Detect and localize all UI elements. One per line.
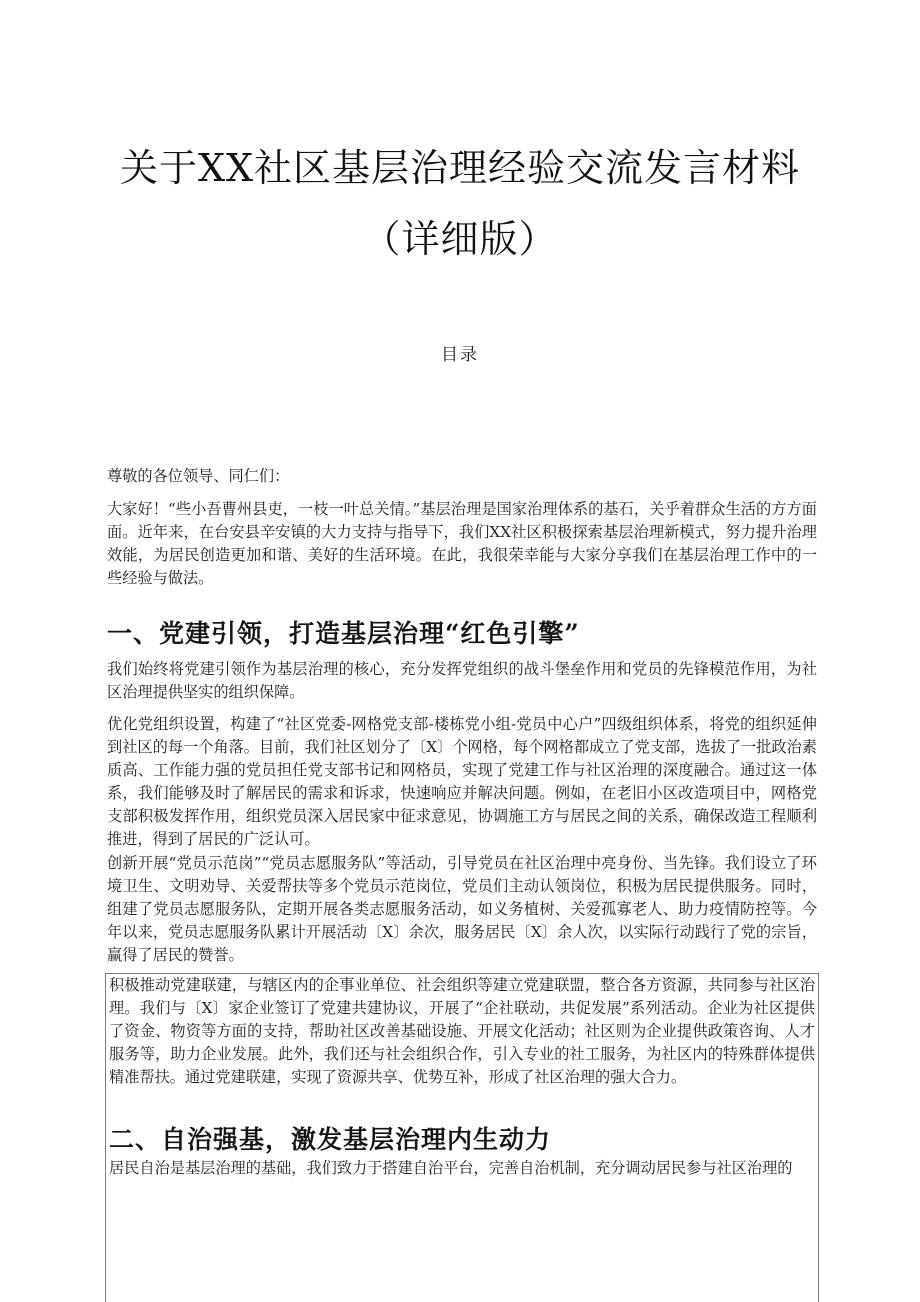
- section1-paragraph-1-block: [107, 658, 817, 704]
- section2-heading: 二、自治强基，激发基层治理内生动力: [109, 1125, 552, 1154]
- document-title: 关于XX社区基层治理经验交流发言材料: [119, 146, 801, 190]
- document-subtitle: （详细版）: [362, 217, 558, 261]
- section2-paragraph-1: 居民自治是基层治理的基础，我们致力于搭建自治平台，完善自治机制，充分调动居民参与社区治理的: [109, 1159, 793, 1177]
- section1-paragraph-3-block: [107, 852, 817, 967]
- section1-paragraph-1: 我们始终将党建引领作为基层治理的核心，充分发挥党组织的战斗堡垒作用和党员的先锋模范作用，为社区治理提供坚实的组织保障。: [107, 660, 817, 701]
- greeting-text: 尊敬的各位领导、同仁们：: [107, 467, 290, 485]
- section1-paragraph-2-block: [107, 713, 817, 851]
- intro-block: [107, 498, 817, 590]
- section1-heading: 一、党建引领，打造基层治理“红色引擎”: [107, 619, 580, 648]
- section1-paragraph-3: 创新开展“党员示范岗”“党员志愿服务队”等活动，引导党员在社区治理中亮身份、当先锋。我们设立了环境卫生、文明劝导、关爱帮扶等多个党员示范岗位，党员们主动认领岗位，积极为居民提供服务。同时，组建了党员志愿服务队，定期开展各类志愿服务活动，如义务植树、关爱孤寡老人、助力疫情防控等。今年以来，党员志愿服务队累计开展活动〔X〕余次，服务居民〔X〕余人次，以实际行动践行了党的宗旨，赢得了居民的赞誉。: [107, 854, 817, 964]
- section1-paragraph-4: 积极推动党建联建，与辖区内的企事业单位、社会组织等建立党建联盟，整合各方资源，共同参与社区治理。我们与〔X〕家企业签订了党建共建协议，开展了“企社联动，共促发展”系列活动。企业为社区提供了资金、物资等方面的支持，帮助社区改善基础设施、开展文化活动；社区则为企业提供政策咨询、人才服务等，助力企业发展。此外，我们还与社会组织合作，引入专业的社工服务，为社区内的特殊群体提供精准帮扶。通过党建联建，实现了资源共享、优势互补，形成了社区治理的强大合力。: [109, 976, 815, 1086]
- framed-text-region: [105, 973, 819, 1302]
- section1-paragraph-2: 优化党组织设置，构建了“社区党委-网格党支部-楼栋党小组-党员中心户”四级组织体系，将党的组织延伸到社区的每一个角落。目前，我们社区划分了〔X〕个网格，每个网格都成立了党支部，选拔了一批政治素质高、工作能力强的党员担任党支部书记和网格员，实现了党建工作与社区治理的深度融合。通过这一体系，我们能够及时了解居民的需求和诉求，快速响应并解决问题。例如，在老旧小区改造项目中，网格党支部积极发挥作用，组织党员深入居民家中征求意见，协调施工方与居民之间的关系，确保改造工程顺利推进，得到了居民的广泛认可。: [107, 715, 817, 848]
- table-of-contents-label: 目录: [441, 345, 479, 365]
- greeting-block: [107, 465, 817, 488]
- section1-heading-block: [107, 617, 817, 651]
- intro-paragraph: 大家好！“些小吾曹州县吏，一枝一叶总关情。”基层治理是国家治理体系的基石，关乎着群众生活的方方面面。近年来，在台安县辛安镇的大力支持与指导下，我们XX社区积极探索基层治理新模式，努力提升治理效能，为居民创造更加和谐、美好的生活环境。在此，我很荣幸能与大家分享我们在基层治理工作中的一些经验与做法。: [107, 500, 817, 587]
